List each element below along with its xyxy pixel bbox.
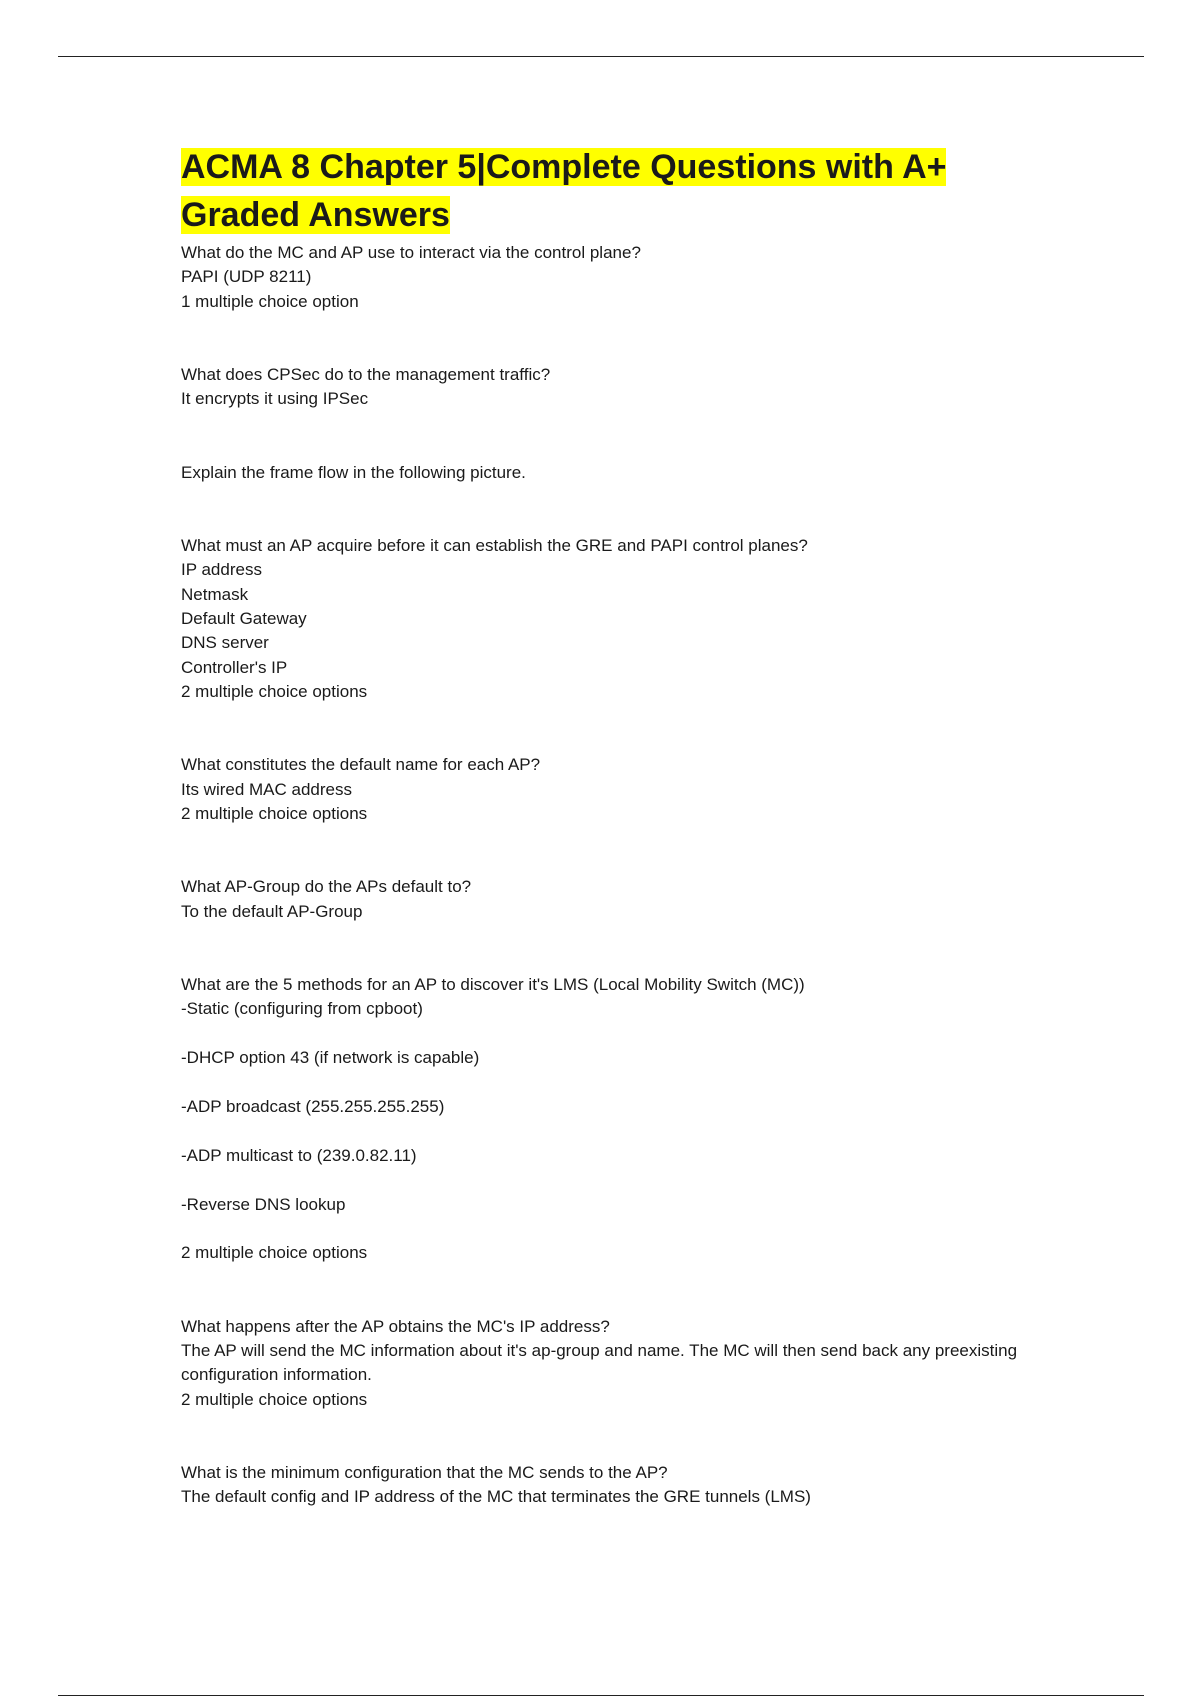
question: What does CPSec do to the management traffic? [181, 365, 551, 384]
question: What AP-Group do the APs default to? [181, 877, 472, 897]
choice-note: 2 multiple choice options [181, 682, 368, 702]
answer-line: DNS server [181, 633, 269, 653]
question: What constitutes the default name for each AP? [181, 755, 541, 775]
document-title [181, 143, 1041, 239]
question: What do the MC and AP use to interact via the control plane? [181, 243, 641, 262]
qa-item-4 [181, 534, 1041, 705]
question: Explain the frame flow in the following picture. [181, 462, 526, 482]
answer-line: -Static (configuring from cpboot) [181, 999, 423, 1019]
question: What is the minimum configuration that the MC sends to the AP? [181, 1462, 668, 1482]
qa-item-9 [181, 1461, 1041, 1510]
choice-note: 2 multiple choice options [181, 1243, 368, 1263]
qa-item-7 [181, 973, 1041, 1266]
qa-item-2 [181, 363, 1041, 412]
header-rule [58, 56, 1144, 57]
choice-note: 1 multiple choice option [181, 291, 359, 311]
answer-line: Controller's IP [181, 657, 288, 677]
answer: The default config and IP address of the MC that terminates the GRE tunnels (LMS) [181, 1487, 811, 1507]
answer-line: Default Gateway [181, 609, 307, 628]
answer-line: -ADP broadcast (255.255.255.255) [181, 1097, 445, 1116]
question: What must an AP acquire before it can establish the GRE and PAPI control planes? [181, 535, 808, 555]
document-page [181, 143, 1041, 1510]
answer: It encrypts it using IPSec [181, 389, 369, 409]
answer-line: -DHCP option 43 (if network is capable) [181, 1048, 480, 1068]
qa-item-3 [181, 461, 1041, 485]
answer: To the default AP-Group [181, 901, 363, 921]
qa-item-8 [181, 1315, 1041, 1413]
answer: The AP will send the MC information about it's ap-group and name. The MC will then send back any preexisting configuration information. [181, 1340, 1022, 1385]
title-line-1: ACMA 8 Chapter 5|Complete Questions with A+ [181, 148, 947, 186]
answer: Its wired MAC address [181, 779, 352, 799]
answer-line: -Reverse DNS lookup [181, 1194, 346, 1214]
answer-line: IP address [181, 560, 262, 580]
choice-note: 2 multiple choice options [181, 1389, 368, 1409]
qa-item-6 [181, 875, 1041, 924]
question: What happens after the AP obtains the MC's IP address? [181, 1316, 610, 1336]
title-line-2: Graded Answers [181, 196, 450, 234]
answer: PAPI (UDP 8211) [181, 267, 312, 287]
answer-line: -ADP multicast to (239.0.82.11) [181, 1145, 417, 1165]
question: What are the 5 methods for an AP to discover it's LMS (Local Mobility Switch (MC)) [181, 975, 805, 994]
footer-rule [58, 1695, 1144, 1696]
choice-note: 2 multiple choice options [181, 804, 368, 824]
qa-item-5 [181, 753, 1041, 826]
qa-item-1 [181, 241, 1041, 314]
answer-line: Netmask [181, 584, 249, 604]
